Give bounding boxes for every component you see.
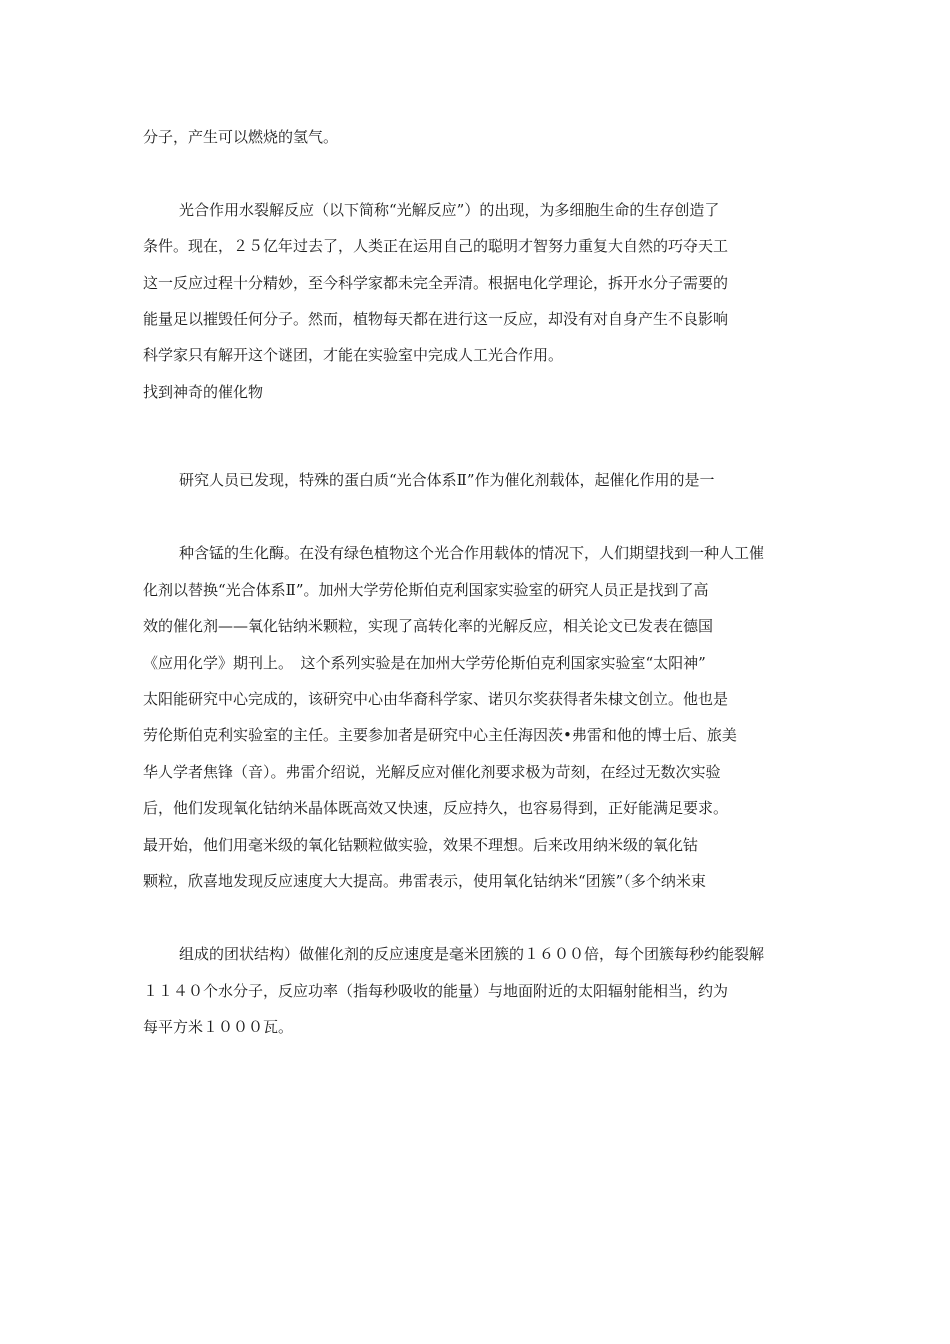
text-line: 组成的团状结构）做催化剂的反应速度是毫米团簇的１６００倍，每个团簇每秒约能裂解 [179,945,765,963]
text-line: １１４０个水分子，反应功率（指每秒吸收的能量）与地面附近的太阳辐射能相当，约为 [143,982,729,1000]
section-heading: 研究人员已发现，特殊的蛋白质“光合体系Ⅱ”作为催化剂载体，起催化作用的是一 [179,471,715,489]
text-line: 找到神奇的催化物 [143,383,264,401]
text-line: 化剂以替换“光合体系Ⅱ”。加州大学劳伦斯伯克利国家实验室的研究人员正是找到了高 [143,581,709,599]
text-line: 种含锰的生化酶。在没有绿色植物这个光合作用载体的情况下，人们期望找到一种人工催 [179,544,765,562]
text-line: 这一反应过程十分精妙，至今科学家都未完全弄清。根据电化学理论，拆开水分子需要的 [143,274,729,292]
text-line: 《应用化学》期刊上。 这个系列实验是在加州大学劳伦斯伯克利国家实验室“太阳神” [143,654,706,672]
text-line: 光合作用水裂解反应（以下简称“光解反应”）的出现，为多细胞生命的生存创造了 [179,201,720,219]
text-line: 科学家只有解开这个谜团，才能在实验室中完成人工光合作用。 [143,346,564,364]
text-line: 分子，产生可以燃烧的氢气。 [143,128,339,146]
text-line: 太阳能研究中心完成的，该研究中心由华裔科学家、诺贝尔奖获得者朱棣文创立。他也是 [143,690,729,708]
text-line: 能量足以摧毁任何分子。然而，植物每天都在进行这一反应，却没有对自身产生不良影响 [143,310,729,328]
text-line: 最开始，他们用毫米级的氧化钴颗粒做实验，效果不理想。后来改用纳米级的氧化钴 [143,836,699,854]
text-line: 华人学者焦锋（音）。弗雷介绍说，光解反应对催化剂要求极为苛刻，在经过无数次实验 [143,763,721,781]
text-line: 劳伦斯伯克利实验室的主任。主要参加者是研究中心主任海因茨•弗雷和他的博士后、旅美 [143,726,737,744]
text-line: 每平方米１０００瓦。 [143,1018,294,1036]
text-line: 条件。现在，２５亿年过去了，人类正在运用自己的聪明才智努力重复大自然的巧夺天工 [143,237,729,255]
text-line: 颗粒，欣喜地发现反应速度大大提高。弗雷表示，使用氧化钴纳米“团簇”（多个纳米束 [143,872,706,890]
text-line: 效的催化剂——氧化钴纳米颗粒，实现了高转化率的光解反应，相关论文已发表在德国 [143,617,714,635]
text-line: 后，他们发现氧化钴纳米晶体既高效又快速，反应持久，也容易得到，正好能满足要求。 [143,799,729,817]
